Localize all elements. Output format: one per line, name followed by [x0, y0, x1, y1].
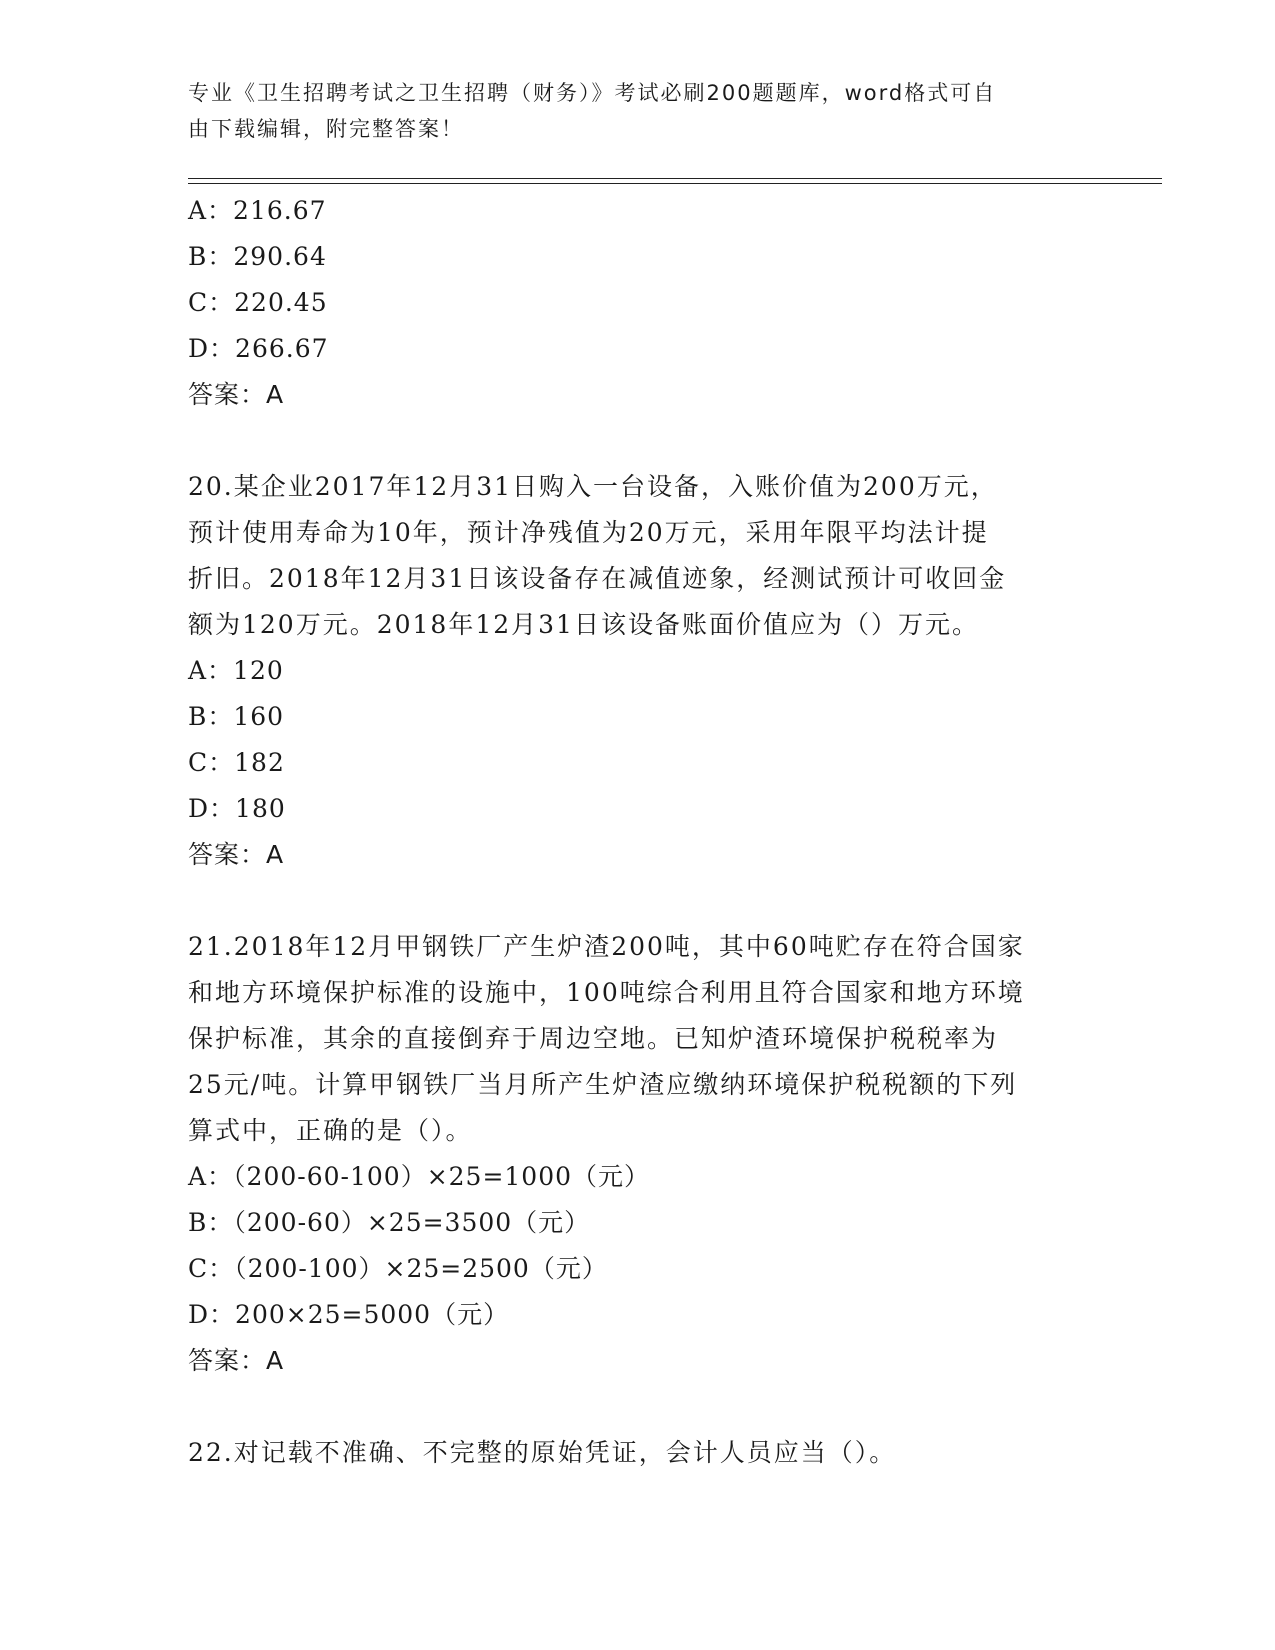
option-a: A：120 — [188, 656, 284, 685]
header-rule-bottom — [188, 183, 1162, 184]
answer-line: 答案：A — [188, 840, 285, 869]
spacer — [188, 418, 1088, 464]
option-b: B：（200-60）×25=3500（元） — [188, 1208, 591, 1237]
spacer — [188, 1384, 1088, 1430]
option-d: D：180 — [188, 794, 286, 823]
header-rule-top — [188, 178, 1162, 179]
answer-line: 答案：A — [188, 1346, 285, 1375]
option-a: A：216.67 — [188, 196, 327, 225]
header-line-2: 由下载编辑，附完整答案！ — [188, 117, 464, 141]
option-c: C：（200-100）×25=2500（元） — [188, 1254, 608, 1283]
header-line-1: 专业《卫生招聘考试之卫生招聘（财务）》考试必刷200题题库，word格式可自 — [188, 81, 997, 105]
option-c: C：220.45 — [188, 288, 328, 317]
question-text-line: 25元/吨。计算甲钢铁厂当月所产生炉渣应缴纳环境保护税税额的下列 — [188, 1070, 1018, 1099]
answer-line: 答案：A — [188, 380, 285, 409]
document-body — [188, 188, 1088, 1476]
option-d: D：266.67 — [188, 334, 329, 363]
question-21 — [188, 924, 1088, 1384]
question-19 — [188, 188, 1088, 418]
question-text-line: 和地方环境保护标准的设施中，100吨综合利用且符合国家和地方环境 — [188, 978, 1025, 1007]
option-c: C：182 — [188, 748, 285, 777]
option-d: D：200×25=5000（元） — [188, 1300, 510, 1329]
question-22 — [188, 1430, 1088, 1476]
option-b: B：160 — [188, 702, 285, 731]
question-text-line: 21.2018年12月甲钢铁厂产生炉渣200吨，其中60吨贮存在符合国家 — [188, 932, 1025, 961]
question-text-line: 算式中，正确的是（）。 — [188, 1116, 473, 1145]
option-b: B：290.64 — [188, 242, 327, 271]
question-20 — [188, 464, 1088, 878]
question-text-line: 20.某企业2017年12月31日购入一台设备，入账价值为200万元， — [188, 472, 998, 501]
option-a: A：（200-60-100）×25=1000（元） — [188, 1162, 651, 1191]
question-text-line: 保护标准，其余的直接倒弃于周边空地。已知炉渣环境保护税税率为 — [188, 1024, 999, 1053]
question-text-line: 折旧。2018年12月31日该设备存在减值迹象，经测试预计可收回金 — [188, 564, 1007, 593]
document-header — [188, 75, 1068, 147]
question-text-line: 22.对记载不准确、不完整的原始凭证，会计人员应当（）。 — [188, 1438, 897, 1467]
question-text-line: 预计使用寿命为10年，预计净残值为20万元，采用年限平均法计提 — [188, 518, 989, 547]
spacer — [188, 878, 1088, 924]
question-text-line: 额为120万元。2018年12月31日该设备账面价值应为（）万元。 — [188, 610, 979, 639]
